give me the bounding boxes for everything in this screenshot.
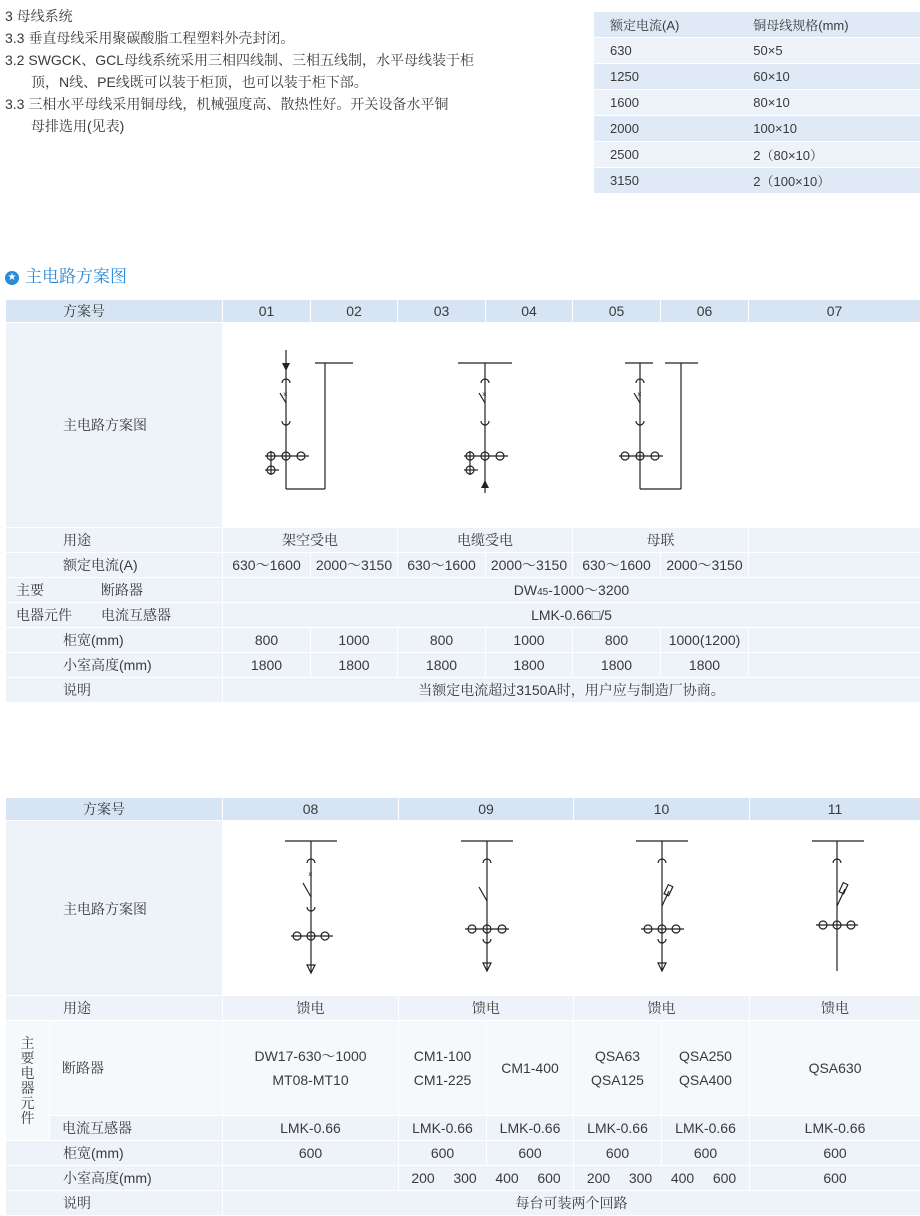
width-value: 800 [398,628,486,653]
intro-line: 3.3 三相水平母线采用铜母线，机械强度高、散热性好。开关设备水平铜 [5,93,565,115]
svg-text:×: × [637,390,642,399]
spec-cell: 1600 [594,90,731,116]
note-value: 每台可装两个回路 [223,1191,920,1216]
height-label: 小室高度(mm) [6,653,223,678]
spec-cell: 100×10 [731,116,920,142]
component-group-label [6,1021,50,1141]
diagram-row [6,821,920,996]
height-value: 1800 [223,653,311,678]
scheme-number: 01 [223,300,311,323]
breaker-model: QSA125 [574,1068,661,1092]
height-value: 600 [704,1170,746,1186]
star-icon: ★ [5,271,19,285]
width-value: 800 [223,628,311,653]
spec-header-current: 额定电流(A) [594,12,731,38]
breaker-10b [662,1021,750,1116]
spec-header-row [594,12,920,38]
scheme-table-1 [5,299,920,703]
use-row [6,528,920,553]
scheme-number-row [6,798,920,821]
breaker-group-cell [6,578,223,603]
use-value: 馈电 [750,996,920,1021]
diagram-scheme-09 [399,821,574,996]
svg-text:×: × [283,390,288,399]
diagram-cable-incoming [398,323,573,528]
breaker-model: QSA400 [662,1068,749,1092]
use-value: 电缆受电 [398,528,573,553]
spec-row [594,90,920,116]
width-value: 600 [662,1141,750,1166]
intro-line: 母排选用(见表) [5,115,565,137]
breaker-model: CM1-100 [399,1044,486,1068]
height-value: 1800 [573,653,661,678]
breaker-10a [574,1021,662,1116]
height-value: 1800 [398,653,486,678]
breaker-sub: 45 [537,587,548,598]
width-value: 800 [573,628,661,653]
height-value: 1800 [486,653,573,678]
spec-row [594,64,920,90]
ct-value: LMK-0.66 [750,1116,920,1141]
group-label-components: 电器元件 [14,605,101,625]
height-value: 400 [662,1170,704,1186]
breaker-09a [399,1021,487,1116]
ct-value: LMK-0.66 [223,1116,399,1141]
scheme-number: 10 [574,798,750,821]
spec-cell: 60×10 [731,64,920,90]
diagram-bus-tie [573,323,749,528]
diagram-overhead-incoming [223,323,398,528]
breaker-value [223,578,920,603]
current-value: 2000～3150 [311,553,398,578]
breaker-08 [223,1021,399,1116]
busbar-spec-table [594,11,920,193]
height-value-08 [223,1166,399,1191]
overhead-incoming-diagram [223,323,398,527]
feeder-diagram-08 [223,821,399,995]
scheme-number: 03 [398,300,486,323]
breaker-row [6,1021,920,1116]
current-value: 630～1600 [398,553,486,578]
spec-cell: 1250 [594,64,731,90]
spec-cell: 3150 [594,168,731,194]
width-value: 600 [574,1141,662,1166]
width-value: 1000 [486,628,573,653]
height-value: 200 [402,1170,444,1186]
spec-cell: 2（100×10） [731,168,920,194]
scheme-number: 06 [661,300,749,323]
spec-cell: 2500 [594,142,731,168]
height-label: 小室高度(mm) [6,1166,223,1191]
feeder-diagram-11 [750,821,920,995]
height-value-11: 600 [750,1166,920,1191]
ct-value: LMK-0.66 [399,1116,487,1141]
diagram-label: 主电路方案图 [6,323,223,528]
ct-row [6,603,920,628]
height-value-empty [749,653,920,678]
height-value: 300 [444,1170,486,1186]
breaker-label: 断路器 [50,1021,223,1116]
note-row [6,678,920,703]
height-value: 300 [620,1170,662,1186]
scheme-number: 02 [311,300,398,323]
spec-cell: 2（80×10） [731,142,920,168]
breaker-row [6,578,920,603]
spec-row [594,38,920,64]
breaker-model: MT08-MT10 [223,1068,398,1092]
feeder-diagram-09 [399,821,574,995]
scheme-number: 09 [399,798,574,821]
breaker-09b: CM1-400 [487,1021,574,1116]
width-value-empty [749,628,920,653]
current-row [6,553,920,578]
ct-value: LMK-0.66 [662,1116,750,1141]
intro-text [5,5,565,137]
section-title [5,262,127,287]
width-row [6,1141,920,1166]
breaker-model: QSA250 [662,1044,749,1068]
current-value: 630～1600 [223,553,311,578]
current-value: 630～1600 [573,553,661,578]
scheme-number-label: 方案号 [6,300,223,323]
width-row [6,628,920,653]
spec-cell: 2000 [594,116,731,142]
note-label: 说明 [6,678,223,703]
width-value: 1000 [311,628,398,653]
bus-tie-diagram [573,323,749,527]
diagram-scheme-08 [223,821,399,996]
spec-row [594,168,920,194]
height-value: 1800 [311,653,398,678]
width-value: 600 [750,1141,920,1166]
ct-label: 电流互感器 [101,607,171,623]
height-row [6,653,920,678]
section-title-text: 主电路方案图 [25,267,127,286]
width-value: 1000(1200) [661,628,749,653]
diagram-scheme-10 [574,821,750,996]
scheme-number-label: 方案号 [6,798,223,821]
note-value: 当额定电流超过3150A时，用户应与制造厂协商。 [223,678,920,703]
breaker-model: DW17-630～1000 [223,1044,398,1068]
use-value: 母联 [573,528,749,553]
ct-value: LMK-0.66 [487,1116,574,1141]
svg-text:×: × [308,870,313,879]
current-label: 额定电流(A) [6,553,223,578]
height-value: 400 [486,1170,528,1186]
use-value: 馈电 [574,996,750,1021]
height-value: 1800 [661,653,749,678]
scheme-table-2 [5,797,920,1216]
current-value-empty [749,553,920,578]
breaker-prefix: DW [514,582,537,598]
height-value-09 [399,1166,574,1191]
feeder-diagram-10 [574,821,750,995]
diagram-label: 主电路方案图 [6,821,223,996]
width-label: 柜宽(mm) [6,628,223,653]
breaker-label: 断路器 [101,582,143,598]
note-label: 说明 [6,1191,223,1216]
spec-row [594,116,920,142]
spec-header-busbar: 铜母线规格(mm) [731,12,920,38]
breaker-range: -1000～3200 [548,582,629,598]
breaker-model: QSA63 [574,1044,661,1068]
diagram-row [6,323,920,528]
width-value: 600 [223,1141,399,1166]
width-value: 600 [399,1141,487,1166]
ct-group-cell [6,603,223,628]
intro-line: 3 母线系统 [5,5,565,27]
height-value: 600 [528,1170,570,1186]
breaker-model: CM1-225 [399,1068,486,1092]
ct-value: LMK-0.66 [574,1116,662,1141]
breaker-11: QSA630 [750,1021,920,1116]
scheme-number: 04 [486,300,573,323]
current-value: 2000～3150 [486,553,573,578]
scheme-number: 07 [749,300,920,323]
use-label: 用途 [6,996,223,1021]
spec-row [594,142,920,168]
height-value-10 [574,1166,750,1191]
scheme-number: 11 [750,798,920,821]
use-value-empty [749,528,920,553]
scheme-number: 05 [573,300,661,323]
use-value: 架空受电 [223,528,398,553]
group-label-main: 主要 [14,580,101,600]
use-value: 馈电 [399,996,574,1021]
spec-cell: 80×10 [731,90,920,116]
use-label: 用途 [6,528,223,553]
width-value: 600 [487,1141,574,1166]
height-row [6,1166,920,1191]
intro-line: 顶，N线、PE线既可以装于柜顶，也可以装于柜下部。 [5,71,565,93]
diagram-scheme-07 [749,323,920,528]
intro-line: 3.2 SWGCK、GCL母线系统采用三相四线制、三相五线制，水平母线装于柜 [5,49,565,71]
cable-incoming-diagram [398,323,573,527]
intro-line: 3.3 垂直母线采用聚碳酸脂工程塑料外壳封闭。 [5,27,565,49]
ct-label: 电流互感器 [50,1116,223,1141]
spec-cell: 630 [594,38,731,64]
scheme-number-row [6,300,920,323]
current-value: 2000～3150 [661,553,749,578]
diagram-scheme-11 [750,821,920,996]
width-label: 柜宽(mm) [6,1141,223,1166]
height-value: 200 [578,1170,620,1186]
use-row [6,996,920,1021]
ct-row [6,1116,920,1141]
scheme-number: 08 [223,798,399,821]
svg-text:×: × [482,390,487,399]
spec-cell: 50×5 [731,38,920,64]
component-group-text: 主要电器元件 [21,1036,35,1126]
use-value: 馈电 [223,996,399,1021]
ct-value: LMK-0.66□/5 [223,603,920,628]
